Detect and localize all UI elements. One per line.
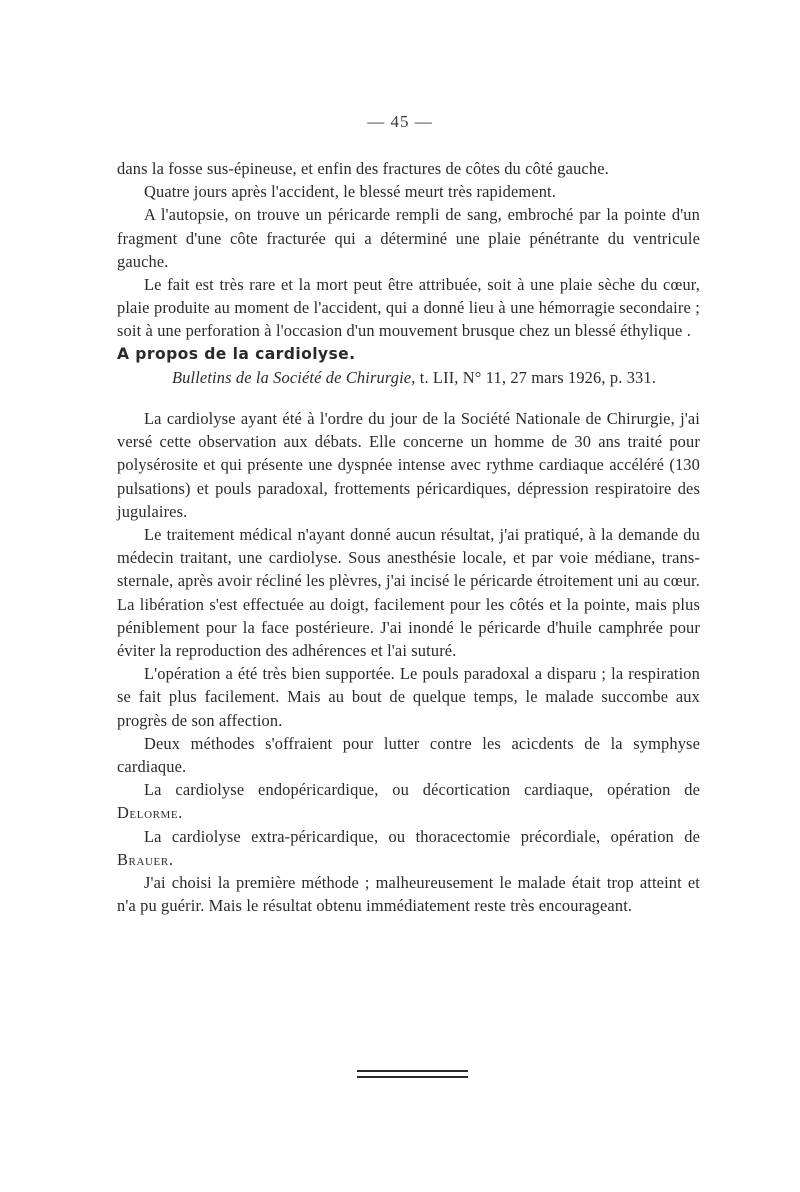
- continuation-paragraph: dans la fosse sus-épineuse, et enfin des fractures de côtes du côté gauche.: [117, 159, 609, 178]
- paragraph-text: La cardiolyse extra-péricardique, ou thoracectomie précordiale, opération de: [144, 826, 700, 846]
- section-heading: A propos de la cardiolyse.: [117, 344, 356, 363]
- citation-details: t. LII, N° 11, 27 mars 1926, p. 331.: [419, 367, 656, 387]
- section-body: [117, 407, 700, 917]
- citation: [117, 366, 700, 389]
- page-number: — 45 —: [367, 112, 433, 131]
- paragraph: [117, 825, 700, 871]
- paragraph: La cardiolyse ayant été à l'ordre du jour de la Société Nationale de Chirurgie, j'ai versé cette observation aux débats. Elle concerne un homme de 30 ans traité pour polysérosite et qui présente une dyspnée intense avec rythme cardiaque accéléré (130 pulsations) et pouls paradoxal, frottements péricardiques, dépression respiratoire des jugulaires.: [117, 409, 700, 521]
- paragraph: Quatre jours après l'accident, le blessé meurt très rapidement.: [144, 182, 556, 202]
- paragraph: Le fait est très rare et la mort peut être attribuée, soit à une plaie sèche du cœur, plaie produite au moment de l'accident, qui a donné lieu à une hémorragie secondaire ; soit à une perforation à l'occasion d'un mouvement brusque chez un blessé éthylique .: [117, 275, 700, 341]
- surgeon-name: Delorme.: [117, 803, 183, 823]
- paragraph: Deux méthodes s'offraient pour lutter contre les acicdents de la symphyse cardiaque.: [117, 733, 700, 777]
- citation-journal: Bulletins de la Société de Chirurgie,: [172, 367, 416, 387]
- page-body: [117, 157, 700, 918]
- section-end-rule: [357, 1070, 468, 1078]
- paragraph: J'ai choisi la première méthode ; malheureusement le malade était trop atteint et n'a pu guérir. Mais le résultat obtenu immédiatement reste très encourageant.: [117, 873, 700, 916]
- paragraph-text: La cardiolyse endopéricardique, ou décortication cardiaque, opération de: [144, 780, 700, 800]
- surgeon-name: Brauer.: [117, 849, 174, 869]
- paragraph: A l'autopsie, on trouve un péricarde rempli de sang, embroché par la pointe d'un fragment d'une côte fracturée qui a déterminé une plaie pénétrante du ventricule gauche.: [117, 205, 700, 271]
- paragraph: [117, 778, 700, 824]
- paragraph: L'opération a été très bien supportée. Le pouls paradoxal a disparu ; la respiration se fait plus facilement. Mais au bout de quelque temps, le malade succombe aux progrès de son affection.: [117, 664, 700, 730]
- paragraph: Le traitement médical n'ayant donné aucun résultat, j'ai pratiqué, à la demande du médecin traitant, une cardiolyse. Sous anesthésie locale, et par voie médiane, trans-sternale, après avoir récliné les plèvres, j'ai incisé le péricarde étroitement uni au cœur. La libération s'est effectuée au doigt, facilement pour les côtés et la pointe, mais plus péniblement pour la face postérieure. J'ai inondé le péricarde d'huile camphrée pour éviter la reproduction des adhérences et l'ai suturé.: [117, 525, 700, 661]
